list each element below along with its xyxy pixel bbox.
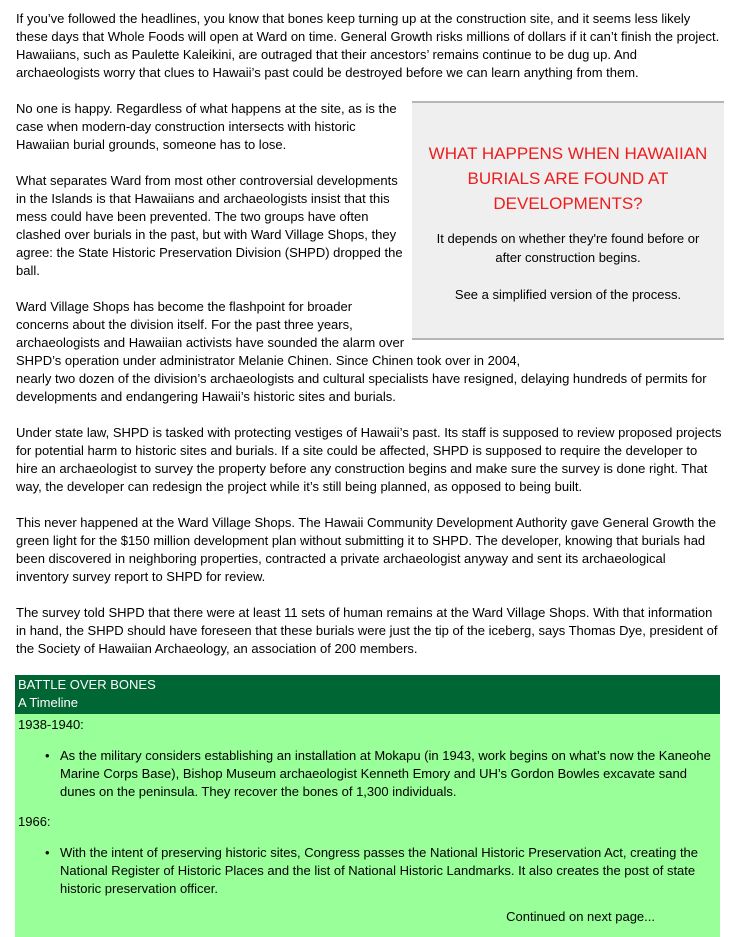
process-link[interactable]: See a simplified version of the process. <box>454 287 682 302</box>
timeline-body <box>15 714 720 926</box>
timeline-item-text: As the military considers establishing an installation at Mokapu (in 1943, work begins on what’s now the Kaneohe Marine Corps Base), Bishop Museum archaeologist Kenneth Emory and UH’s Gordon Bowles excavate sand dunes on the peninsula. They recover the bones of 1,300 individuals. <box>60 748 711 799</box>
timeline-item <box>45 747 717 801</box>
burials-sidebar <box>412 101 724 340</box>
timeline-box <box>15 675 720 937</box>
timeline-subtitle: A Timeline <box>18 695 78 710</box>
article-paragraph: Ward Village Shops has become the flashpoint for broader concerns about the division itself. For the past three years, archaeologists and Hawaiian activists have sounded the alarm over SHPD’s operation under administrator Melanie Chinen. Since Chinen took over in 2004, <box>16 299 521 368</box>
article-paragraph: If you’ve followed the headlines, you know that bones keep turning up at the construction site, and it seems less likely these days that Whole Foods will open at Ward on time. General Growth risks millions of dollars if it can’t finish the project. Hawaiians, such as Paulette Kaleikini, are outraged that their ancestors’ remains continue to be dug up. And archaeologists worry that clues to Hawaii’s past could be destroyed before we can learn anything from them. <box>16 11 720 80</box>
sidebar-text: It depends on whether they're found before or after construction begins. <box>436 231 700 265</box>
timeline-list <box>18 747 717 801</box>
bullet-icon: • <box>45 748 50 763</box>
timeline-item <box>45 844 717 898</box>
continued-link[interactable]: Continued on next page... <box>506 909 655 924</box>
article-body <box>16 10 722 676</box>
sidebar-title: WHAT HAPPENS WHEN HAWAIIAN BURIALS ARE FOUND AT DEVELOPMENTS? <box>428 144 708 213</box>
article-paragraph: What separates Ward from most other controversial developments in the Islands is that Hawaiians and archaeologists insist that this mess could have been prevented. The two groups have often clashed over burials in the past, but with Ward Village Shops, they agree: the State Historic Preservation Division (SHPD) dropped the ball. <box>16 173 403 278</box>
article-paragraph: nearly two dozen of the division’s archaeologists and cultural specialists have resigned, delaying hundreds of permits for developments and endangering Hawaii’s historic sites and burials. <box>16 371 707 404</box>
article-paragraph: Under state law, SHPD is tasked with protecting vestiges of Hawaii’s past. Its staff is supposed to review proposed projects for potential harm to historic sites and burials. If a site could be affected, SHPD is supposed to require the developer to hire an archaeologist to survey the property before any construction begins and make sure the survey is done right. That way, the developer can redesign the project while it’s still being planned, as opposed to being built. <box>16 425 722 494</box>
timeline-title: BATTLE OVER BONES <box>18 677 156 692</box>
article-paragraph: The survey told SHPD that there were at least 11 sets of human remains at the Ward Village Shops. With that information in hand, the SHPD should have foreseen that these burials were just the tip of the iceberg, says Thomas Dye, president of the Society of Hawaiian Archaeology, an association of 200 members. <box>16 605 718 656</box>
timeline-item-text: With the intent of preserving historic sites, Congress passes the National Historic Preservation Act, creating the National Register of Historic Places and the list of National Historic Landmarks. It also creates the post of state historic preservation officer. <box>60 845 699 896</box>
timeline-header <box>15 675 720 714</box>
timeline-year: 1938-1940: <box>18 717 84 732</box>
timeline-year: 1966: <box>18 814 51 829</box>
bullet-icon: • <box>45 845 50 860</box>
timeline-list <box>18 844 717 898</box>
article-paragraph: This never happened at the Ward Village Shops. The Hawaii Community Development Authority gave General Growth the green light for the $150 million development plan without submitting it to SHPD. The developer, knowing that burials had been discovered in neighboring properties, contracted a private archaeologist anyway and sent its archaeological inventory survey report to SHPD for review. <box>16 515 716 584</box>
article-paragraph: No one is happy. Regardless of what happens at the site, as is the case when modern-day construction intersects with historic Hawaiian burial grounds, someone has to lose. <box>16 101 397 152</box>
